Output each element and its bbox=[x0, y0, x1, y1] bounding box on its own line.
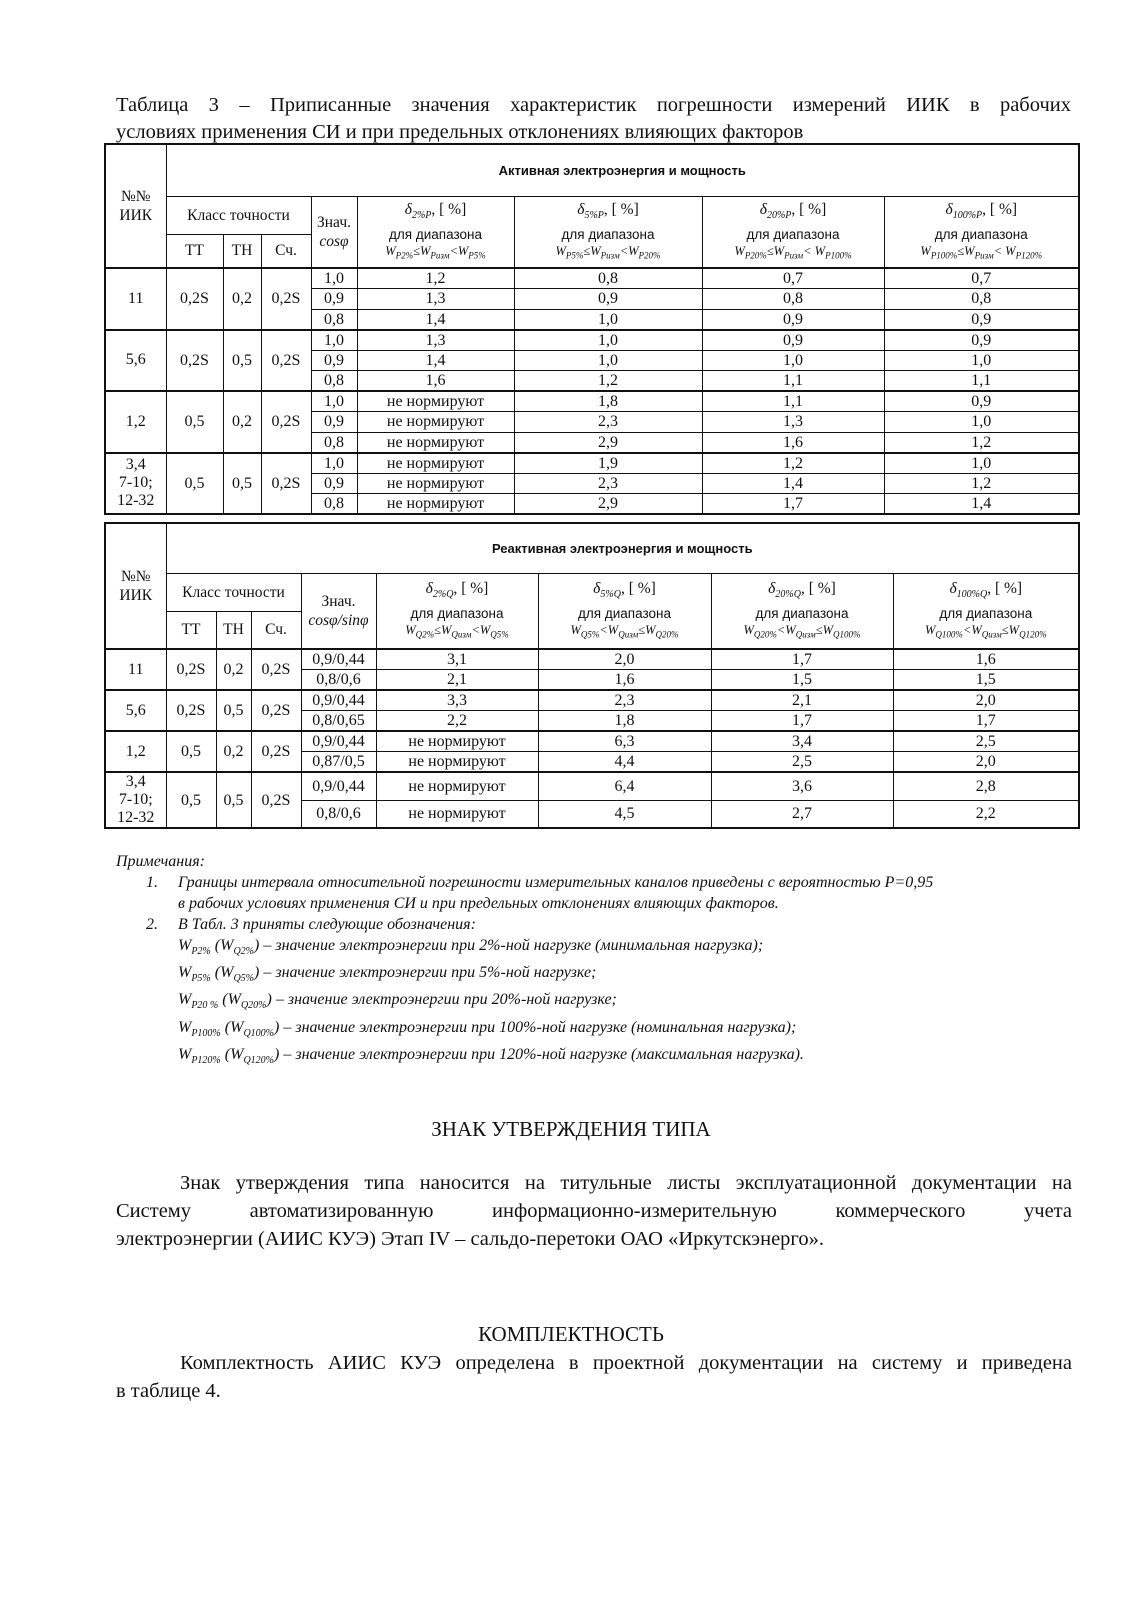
tt-class-cell: 0,5 bbox=[166, 453, 223, 515]
range-formula: $W_{P20\%}\le W_{Pизм}< W_{P100\%}$ bbox=[734, 243, 852, 261]
col-header-tt: ТТ bbox=[166, 611, 216, 649]
meter-class-cell: 0,2S bbox=[251, 731, 301, 772]
range-formula: $W_{Q2\%}\le W_{Qизм}<W_{Q5\%}$ bbox=[405, 622, 509, 640]
error-value-cell: 2,8 bbox=[893, 772, 1079, 800]
col-header-delta-5 bbox=[538, 573, 711, 649]
error-value-cell: 4,5 bbox=[538, 800, 711, 828]
power-factor-cell: 0,9/0,44 bbox=[301, 731, 376, 752]
power-factor-cell: 0,9 bbox=[311, 350, 357, 371]
notes-title: Примечания: bbox=[116, 853, 205, 870]
error-value-cell: 0,9 bbox=[702, 330, 884, 351]
delta-symbol: $\delta_{5\%P}$, [ %] bbox=[577, 201, 639, 222]
col-header-delta-2 bbox=[376, 573, 538, 649]
col-header-cos-sin: Знач. cosφ/sinφ bbox=[301, 573, 376, 649]
error-value-cell: 1,2 bbox=[884, 473, 1079, 494]
table-row bbox=[105, 453, 1079, 474]
notation-definition: $W_{P5\%}$ $(W_{Q5\%})$ – значение электроэнергии при 5%-ной нагрузке; bbox=[178, 964, 597, 985]
error-value-cell: не нормируют bbox=[357, 391, 514, 412]
power-factor-cell: 0,9 bbox=[311, 289, 357, 310]
power-factor-cell: 0,8 bbox=[311, 371, 357, 392]
error-value-cell: 0,7 bbox=[884, 268, 1079, 289]
tn-class-cell: 0,2 bbox=[223, 268, 261, 330]
notation-definitions bbox=[116, 935, 1076, 1071]
power-factor-cell: 0,9/0,44 bbox=[301, 649, 376, 670]
notation-definition: $W_{P20 \%}$ $(W_{Q20\%})$ – значение электроэнергии при 20%-ной нагрузке; bbox=[178, 991, 617, 1012]
notation-definition: $W_{P120\%}$ $(W_{Q120\%})$ – значение электроэнергии при 120%-ной нагрузке (максимальная нагрузка). bbox=[178, 1045, 804, 1066]
meter-class-cell: 0,2S bbox=[261, 268, 311, 330]
error-value-cell: 2,5 bbox=[893, 731, 1079, 752]
error-value-cell: 1,0 bbox=[514, 309, 702, 330]
power-factor-cell: 0,9/0,44 bbox=[301, 690, 376, 711]
error-value-cell: 1,5 bbox=[893, 670, 1079, 691]
error-value-cell: 0,7 bbox=[702, 268, 884, 289]
iik-cell: 11 bbox=[105, 649, 166, 690]
heading-approval-mark: ЗНАК УТВЕРЖДЕНИЯ ТИПА bbox=[431, 1117, 711, 1141]
range-formula: $W_{P100\%}\le W_{Pизм}< W_{P120\%}$ bbox=[920, 243, 1043, 261]
error-value-cell: не нормируют bbox=[376, 752, 538, 773]
tn-class-cell: 0,5 bbox=[223, 330, 261, 392]
delta-symbol: $\delta_{5\%Q}$, [ %] bbox=[593, 580, 656, 601]
range-formula: $W_{Q20\%}<W_{Qизм}\le W_{Q100\%}$ bbox=[743, 622, 861, 640]
error-value-cell: 1,8 bbox=[514, 391, 702, 412]
note-1-line-1: Границы интервала относительной погрешности измерительных каналов приведены с вероятностью P=0,95 bbox=[178, 874, 934, 891]
range-label: для диапазона bbox=[389, 226, 482, 242]
error-value-cell: 0,8 bbox=[702, 289, 884, 310]
error-value-cell: не нормируют bbox=[357, 494, 514, 515]
meter-class-cell: 0,2S bbox=[251, 772, 301, 828]
notation-definition: $W_{P100\%}$ $(W_{Q100\%})$ – значение электроэнергии при 100%-ной нагрузке (номинальная нагрузка); bbox=[178, 1018, 797, 1039]
delta-symbol: $\delta_{2\%P}$, [ %] bbox=[404, 201, 467, 222]
tt-class-cell: 0,2S bbox=[166, 330, 223, 392]
error-value-cell: 1,8 bbox=[538, 711, 711, 732]
error-value-cell: 1,7 bbox=[893, 711, 1079, 732]
col-header-sch: Сч. bbox=[261, 234, 311, 268]
section-title-reactive: Реактивная электроэнергия и мощность bbox=[166, 523, 1079, 573]
col-header-delta-20 bbox=[702, 196, 884, 268]
error-value-cell: 2,0 bbox=[893, 690, 1079, 711]
error-value-cell: 1,0 bbox=[884, 350, 1079, 371]
col-header-delta-20 bbox=[711, 573, 893, 649]
range-formula: $W_{P2\%}\le W_{Pизм}<W_{P5\%}$ bbox=[385, 243, 486, 261]
error-value-cell: 2,2 bbox=[893, 800, 1079, 828]
power-factor-cell: 0,8/0,6 bbox=[301, 670, 376, 691]
table-caption bbox=[116, 92, 1071, 146]
col-header-tn: ТН bbox=[216, 611, 251, 649]
iik-cell: 1,2 bbox=[105, 731, 166, 772]
table-caption-line-2: условиях применения СИ и при предельных отклонениях влияющих факторов bbox=[116, 121, 804, 143]
error-value-cell: не нормируют bbox=[376, 772, 538, 800]
error-value-cell: 1,2 bbox=[514, 371, 702, 392]
power-factor-cell: 1,0 bbox=[311, 268, 357, 289]
error-value-cell: 2,2 bbox=[376, 711, 538, 732]
table-row bbox=[105, 391, 1079, 412]
tn-class-cell: 0,2 bbox=[223, 391, 261, 453]
error-value-cell: 1,3 bbox=[702, 412, 884, 433]
tn-class-cell: 0,5 bbox=[223, 453, 261, 515]
error-value-cell: 0,8 bbox=[884, 289, 1079, 310]
col-header-iik: №№ ИИК bbox=[105, 523, 166, 649]
note-item-1: 1. Границы интервала относительной погрешности измерительных каналов приведены с вероятностью P=0,95 в рабочих условиях применения СИ и при предельных отклонениях влияющих факторов. bbox=[146, 874, 934, 912]
error-value-cell: 1,0 bbox=[884, 453, 1079, 474]
tn-class-cell: 0,2 bbox=[216, 731, 251, 772]
table-caption-line-1: Таблица 3 – Приписанные значения характеристик погрешности измерений ИИК в рабочих bbox=[116, 94, 1071, 116]
error-value-cell: 6,4 bbox=[538, 772, 711, 800]
iik-cell: 11 bbox=[105, 268, 166, 330]
iik-cell: 5,6 bbox=[105, 330, 166, 392]
error-value-cell: 0,9 bbox=[884, 391, 1079, 412]
col-header-delta-100 bbox=[884, 196, 1079, 268]
col-header-delta-100 bbox=[893, 573, 1079, 649]
error-value-cell: 1,6 bbox=[702, 432, 884, 453]
meter-class-cell: 0,2S bbox=[261, 391, 311, 453]
error-value-cell: 6,3 bbox=[538, 731, 711, 752]
error-value-cell: 1,1 bbox=[702, 391, 884, 412]
error-value-cell: не нормируют bbox=[376, 800, 538, 828]
error-value-cell: не нормируют bbox=[357, 432, 514, 453]
col-header-delta-5 bbox=[514, 196, 702, 268]
error-value-cell: 2,5 bbox=[711, 752, 893, 773]
error-value-cell: 2,7 bbox=[711, 800, 893, 828]
col-header-delta-2 bbox=[357, 196, 514, 268]
error-value-cell: 0,9 bbox=[514, 289, 702, 310]
power-factor-cell: 0,8 bbox=[311, 309, 357, 330]
heading-completeness: КОМПЛЕКТНОСТЬ bbox=[478, 1322, 664, 1346]
error-value-cell: 1,6 bbox=[538, 670, 711, 691]
iik-cell: 1,2 bbox=[105, 391, 166, 453]
delta-symbol: $\delta_{100\%Q}$, [ %] bbox=[949, 580, 1023, 601]
error-value-cell: 2,0 bbox=[893, 752, 1079, 773]
range-label: для диапазона bbox=[746, 226, 840, 242]
error-value-cell: 1,1 bbox=[702, 371, 884, 392]
error-value-cell: 3,4 bbox=[711, 731, 893, 752]
tt-class-cell: 0,5 bbox=[166, 391, 223, 453]
range-label: для диапазона bbox=[578, 605, 671, 621]
table-row bbox=[105, 268, 1079, 289]
error-value-cell: 1,7 bbox=[711, 649, 893, 670]
reactive-energy-table bbox=[104, 522, 1080, 829]
error-value-cell: 0,9 bbox=[884, 309, 1079, 330]
range-label: для диапазона bbox=[934, 226, 1028, 242]
tt-class-cell: 0,5 bbox=[166, 731, 216, 772]
power-factor-cell: 0,8 bbox=[311, 432, 357, 453]
error-value-cell: 3,3 bbox=[376, 690, 538, 711]
error-value-cell: 3,6 bbox=[711, 772, 893, 800]
iik-cell: 5,6 bbox=[105, 690, 166, 731]
table-row bbox=[105, 330, 1079, 351]
error-value-cell: 1,2 bbox=[884, 432, 1079, 453]
power-factor-cell: 0,8 bbox=[311, 494, 357, 515]
error-value-cell: 2,3 bbox=[538, 690, 711, 711]
error-value-cell: 2,0 bbox=[538, 649, 711, 670]
power-factor-cell: 0,8/0,65 bbox=[301, 711, 376, 732]
power-factor-cell: 0,8/0,6 bbox=[301, 800, 376, 828]
error-value-cell: 2,9 bbox=[514, 494, 702, 515]
col-header-cos: Знач. cosφ bbox=[311, 196, 357, 268]
range-label: для диапазона bbox=[410, 605, 504, 621]
col-header-class: Класс точности bbox=[166, 573, 301, 611]
error-value-cell: 0,9 bbox=[884, 330, 1079, 351]
error-value-cell: 1,4 bbox=[357, 350, 514, 371]
power-factor-cell: 0,87/0,5 bbox=[301, 752, 376, 773]
error-value-cell: 2,9 bbox=[514, 432, 702, 453]
notes bbox=[116, 851, 1076, 1071]
iik-cell: 3,4 7-10; 12-32 bbox=[105, 453, 166, 515]
tt-class-cell: 0,2S bbox=[166, 690, 216, 731]
error-value-cell: 2,3 bbox=[514, 412, 702, 433]
col-header-tt: ТТ bbox=[166, 234, 223, 268]
active-energy-table bbox=[104, 143, 1080, 515]
power-factor-cell: 1,0 bbox=[311, 391, 357, 412]
delta-symbol: $\delta_{20\%Q}$, [ %] bbox=[768, 580, 836, 601]
delta-symbol: $\delta_{2\%Q}$, [ %] bbox=[425, 580, 489, 601]
tn-class-cell: 0,5 bbox=[216, 772, 251, 828]
error-value-cell: 0,8 bbox=[514, 268, 702, 289]
meter-class-cell: 0,2S bbox=[261, 453, 311, 515]
meter-class-cell: 0,2S bbox=[251, 690, 301, 731]
meter-class-cell: 0,2S bbox=[261, 330, 311, 392]
range-formula: $W_{Q100\%}<W_{Qизм}\le W_{Q120\%}$ bbox=[924, 622, 1047, 640]
error-value-cell: 1,1 bbox=[884, 371, 1079, 392]
error-value-cell: 2,1 bbox=[376, 670, 538, 691]
iik-cell: 3,4 7-10; 12-32 bbox=[105, 772, 166, 828]
error-value-cell: не нормируют bbox=[357, 412, 514, 433]
error-value-cell: 1,5 bbox=[711, 670, 893, 691]
paragraph-completeness: Комплектность АИИС КУЭ определена в проектной документации на систему и приведена в таблице 4. bbox=[116, 1352, 1072, 1402]
meter-class-cell: 0,2S bbox=[251, 649, 301, 690]
error-value-cell: 0,9 bbox=[702, 309, 884, 330]
error-value-cell: 1,4 bbox=[884, 494, 1079, 515]
error-value-cell: не нормируют bbox=[357, 473, 514, 494]
section-title-active: Активная электроэнергия и мощность bbox=[166, 144, 1079, 196]
error-value-cell: 1,4 bbox=[357, 309, 514, 330]
col-header-iik: №№ ИИК bbox=[105, 144, 166, 268]
error-value-cell: 4,4 bbox=[538, 752, 711, 773]
range-formula: $W_{P5\%}\le W_{Pизм}<W_{P20\%}$ bbox=[555, 243, 661, 261]
error-value-cell: 1,3 bbox=[357, 289, 514, 310]
range-label: для диапазона bbox=[939, 605, 1033, 621]
note-2-line-1: В Табл. 3 приняты следующие обозначения: bbox=[178, 916, 476, 933]
power-factor-cell: 0,9 bbox=[311, 473, 357, 494]
error-value-cell: не нормируют bbox=[376, 731, 538, 752]
delta-symbol: $\delta_{100\%P}$, [ %] bbox=[945, 201, 1018, 222]
error-value-cell: 1,7 bbox=[702, 494, 884, 515]
error-value-cell: 1,2 bbox=[357, 268, 514, 289]
range-formula: $W_{Q5\%}<W_{Qизм}\le W_{Q20\%}$ bbox=[570, 622, 679, 640]
power-factor-cell: 0,9/0,44 bbox=[301, 772, 376, 800]
paragraph-approval-mark: Знак утверждения типа наносится на титульные листы эксплуатационной документации на Систему автоматизированную информационно-измерительную коммерческого учета электроэнергии (АИИС КУЭ) Этап IV – сальдо-перетоки ОАО «Иркутскэнерго». bbox=[116, 1172, 1072, 1250]
error-value-cell: 1,0 bbox=[514, 350, 702, 371]
notation-definition: $W_{P2\%}$ $(W_{Q2\%})$ – значение электроэнергии при 2%-ной нагрузке (минимальная нагрузка); bbox=[178, 937, 764, 958]
power-factor-cell: 1,0 bbox=[311, 453, 357, 474]
table-row bbox=[105, 772, 1079, 800]
delta-symbol: $\delta_{20\%P}$, [ %] bbox=[759, 201, 827, 222]
col-header-tn: ТН bbox=[223, 234, 261, 268]
error-value-cell: 1,7 bbox=[711, 711, 893, 732]
table-row bbox=[105, 731, 1079, 752]
col-header-class: Класс точности bbox=[166, 196, 311, 234]
tt-class-cell: 0,2S bbox=[166, 649, 216, 690]
error-value-cell: 1,2 bbox=[702, 453, 884, 474]
error-value-cell: 1,0 bbox=[702, 350, 884, 371]
error-value-cell: 1,4 bbox=[702, 473, 884, 494]
range-label: для диапазона bbox=[561, 226, 655, 242]
power-factor-cell: 0,9 bbox=[311, 412, 357, 433]
note-item-2: 2. В Табл. 3 приняты следующие обозначения: bbox=[116, 914, 1076, 935]
tt-class-cell: 0,2S bbox=[166, 268, 223, 330]
table-row bbox=[105, 690, 1079, 711]
error-value-cell: 1,0 bbox=[514, 330, 702, 351]
error-value-cell: 3,1 bbox=[376, 649, 538, 670]
power-factor-cell: 1,0 bbox=[311, 330, 357, 351]
error-value-cell: 1,6 bbox=[357, 371, 514, 392]
error-value-cell: 1,6 bbox=[893, 649, 1079, 670]
tn-class-cell: 0,5 bbox=[216, 690, 251, 731]
error-value-cell: 1,3 bbox=[357, 330, 514, 351]
error-value-cell: не нормируют bbox=[357, 453, 514, 474]
error-value-cell: 1,9 bbox=[514, 453, 702, 474]
tn-class-cell: 0,2 bbox=[216, 649, 251, 690]
note-1-line-2: в рабочих условиях применения СИ и при предельных отклонениях влияющих факторов. bbox=[178, 895, 779, 912]
tt-class-cell: 0,5 bbox=[166, 772, 216, 828]
col-header-sch: Сч. bbox=[251, 611, 301, 649]
error-value-cell: 2,1 bbox=[711, 690, 893, 711]
table-row bbox=[105, 649, 1079, 670]
range-label: для диапазона bbox=[755, 605, 849, 621]
error-value-cell: 1,0 bbox=[884, 412, 1079, 433]
error-value-cell: 2,3 bbox=[514, 473, 702, 494]
